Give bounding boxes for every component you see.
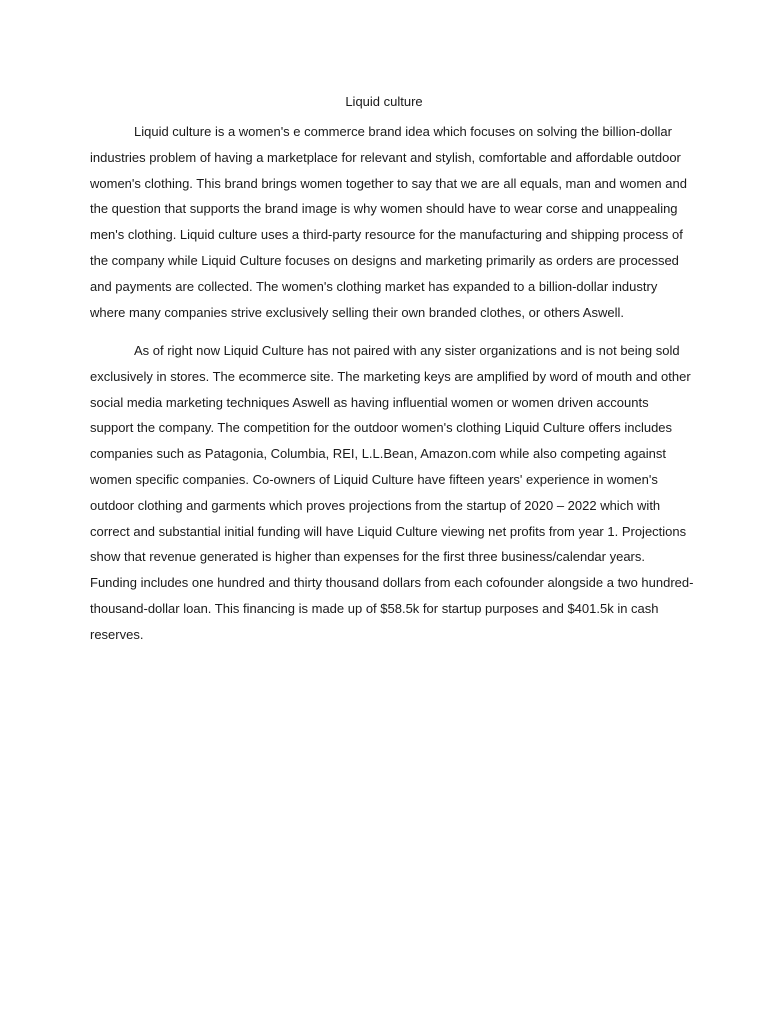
document-title: Liquid culture (345, 94, 423, 109)
paragraph-2: As of right now Liquid Culture has not paired with any sister organizations and is not being sold exclusively in stores. The ecommerce site. The marketing keys are amplified by word of mouth and other social media marketing techniques Aswell as having influential women or women driven accounts support the company. The competition for the outdoor women's clothing Liquid Culture offers includes companies such as Patagonia, Columbia, REI, L.L.Bean, Amazon.com while also competing against women specific companies. Co-owners of Liquid Culture have fifteen years' experience in women's outdoor clothing and garments which proves projections from the startup of 2020 – 2022 which with correct and substantial initial funding will have Liquid Culture viewing net profits from year 1. Projections show that revenue generated is higher than expenses for the first three business/calendar years. Funding includes one hundred and thirty thousand dollars from each cofounder alongside a two hundred-thousand-dollar loan. This financing is made up of $58.5k for startup purposes and $401.5k in cash reserves. (90, 343, 694, 642)
paragraph-1: Liquid culture is a women's e commerce brand idea which focuses on solving the billion-dollar industries problem of having a marketplace for relevant and stylish, comfortable and affordable outdoor women's clothing. This brand brings women together to say that we are all equals, man and women and the question that supports the brand image is why women should have to wear corse and unappealing men's clothing. Liquid culture uses a third-party resource for the manufacturing and shipping process of the company while Liquid Culture focuses on designs and marketing primarily as orders are processed and payments are collected. The women's clothing market has expanded to a billion-dollar industry where many companies strive exclusively selling their own branded clothes, or others Aswell. (90, 124, 687, 320)
